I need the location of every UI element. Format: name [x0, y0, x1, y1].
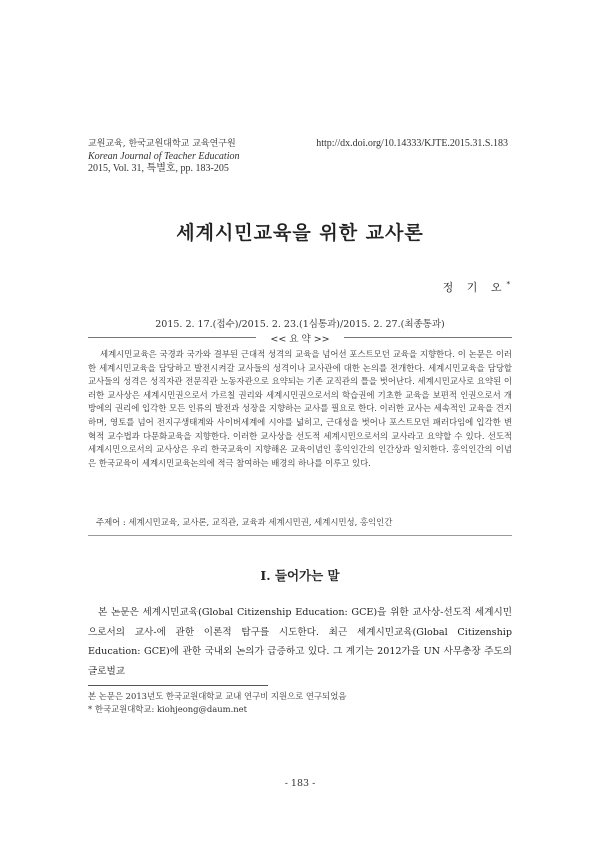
review-dates: 2015. 2. 17.(접수)/2015. 2. 23.(1심통과)/2015. 2. 27.(최종통과) [155, 319, 445, 330]
institution-text: 교원교육, 한국교원대학교 교육연구원 [88, 139, 236, 149]
author-line [443, 279, 510, 295]
keywords-divider [88, 535, 512, 536]
page-number: - 183 - [284, 778, 316, 789]
abstract-heading [88, 331, 512, 343]
author-affiliation-note: * 한국교원대학교: kiohjeong@daum.net [88, 704, 247, 714]
author-name: 정 기 오 [442, 281, 507, 294]
author-footnote-mark: * [506, 280, 510, 289]
abstract-text: 세계시민교육은 국경과 국가와 결부된 근대적 성격의 교육을 넘어선 포스트모던 교육을 지향한다. 이 논문은 이러한 세계시민교육을 담당하고 발전시켜갈 교사들의 성격이나 교사관에 대한 논의를 전개한다. 세계시민교육을 담당할 교사들의 성격은 성직자관 전문직관 노동자관으로 요약되는 기존 교직관의 틀을 벗어난다. 세계시민교사로 요약된 이러한 교사상은 세계시민권으로서 가르칠 권리와 세계시민권으로서의 학습권에 기초한 교육을 보편적 인권으로서 개방에의 권리에 입각한 모든 인류의 발전과 성장을 지향하는 교사를 필요로 한다. 이러한 교사는 세속적인 교육을 견지하며, 영토를 넘어 전지구생태계와 사이버세계에 시야를 넓히고, 근대성을 벗어나 포스트모던 패러다임에 입각한 변혁적 교수법과 다문화교육을 지향한다. 이러한 교사상을 선도적 세계시민으로서의 교사라고 요약할 수 있다. 선도적 세계시민으로서의 교사상은 우리 한국교육이 지향해온 교육이념인 홍익인간의 인간상과 일치한다. 홍익인간의 이념은 한국교육이 세계시민교육논의에 적극 참여하는 배경의 하나를 이루고 있다. [88, 349, 512, 468]
doi-link[interactable]: http://dx.doi.org/10.14333/KJTE.2015.31.S.183 [316, 138, 508, 149]
abstract-heading-label: << 요 약 >> [270, 334, 330, 345]
body-paragraph: 본 논문은 세계시민교육(Global Citizenship Education: GCE)을 위한 교사상-선도적 세계시민으로서의 교사-에 관한 이론적 탐구를 시도한다. 최근 세계시민교육(Global Citizenship Education: GCE)에 관한 국내외 논의가 급증하고 있다. 그 계기는 2012가을 UN 사무총장 주도의 글로벌교 [88, 607, 512, 677]
volume-info: 2015, Vol. 31, 특별호, pp. 183-205 [88, 163, 229, 174]
footnote-divider [88, 685, 268, 686]
funding-note: 본 논문은 2013년도 한국교원대학교 교내 연구비 지원으로 연구되었음 [88, 691, 347, 701]
footnotes [88, 690, 346, 716]
section-heading: Ⅰ. 들어가는 말 [260, 568, 340, 583]
abstract-rule-right [344, 337, 512, 338]
keywords: 주제어 : 세계시민교육, 교사론, 교직관, 교육과 세계시민권, 세계시민성, 홍익인간 [96, 517, 393, 527]
journal-name: Korean Journal of Teacher Education [88, 150, 240, 162]
paper-title: 세계시민교육을 위한 교사론 [176, 222, 424, 244]
journal-header [88, 138, 239, 176]
